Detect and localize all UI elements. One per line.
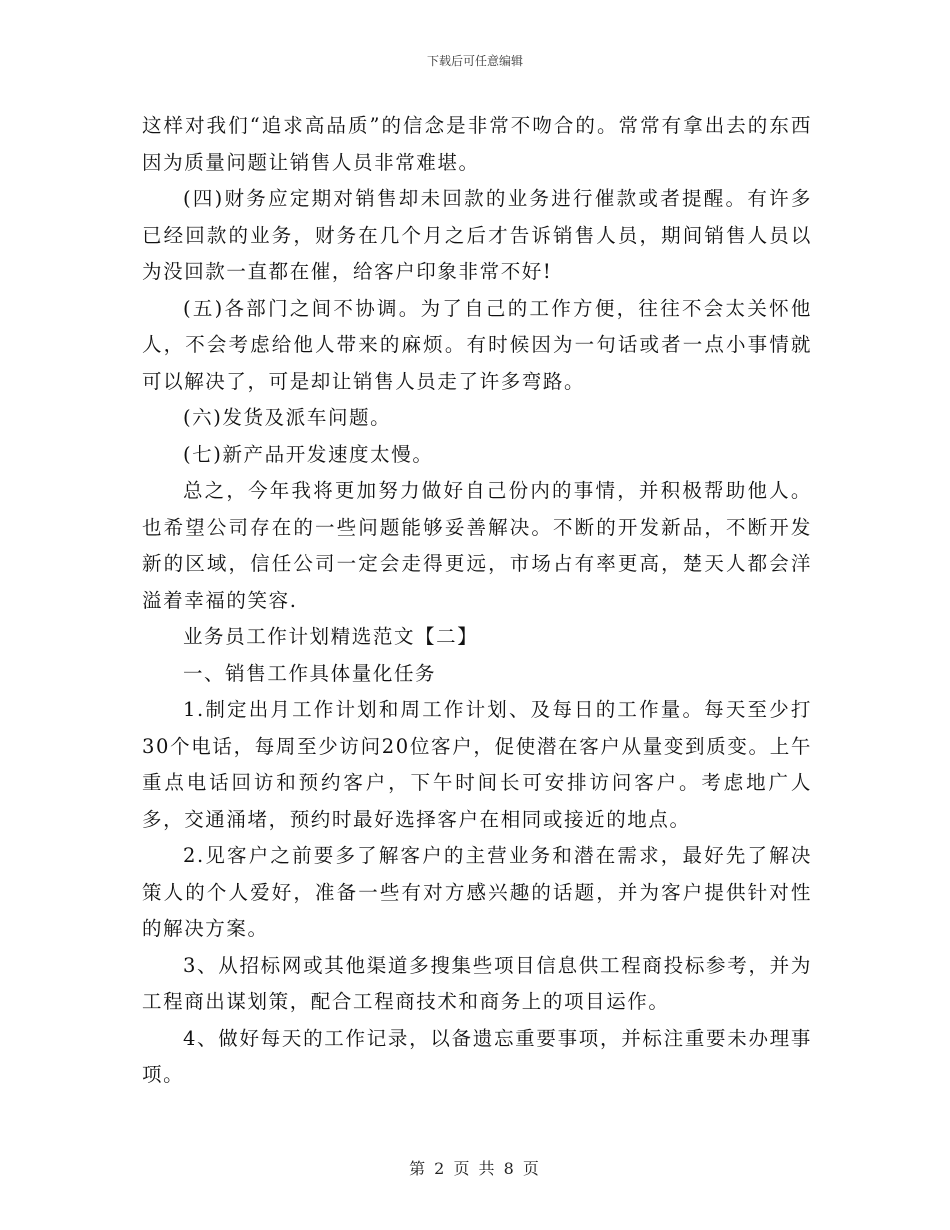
paragraph-4: (六)发货及派车问题。 <box>182 406 392 429</box>
page-number: 第 2 页 共 8 页 <box>409 1159 541 1178</box>
subsection-heading: 一、销售工作具体量化任务 <box>182 661 437 685</box>
paragraph-1: 这样对我们“追求高品质”的信念是非常不吻合的。常常有拿出去的东西因为质量问题让销售人员非常难堪。 <box>142 114 812 174</box>
paragraph-item-3: 3、从招标网或其他渠道多搜集些项目信息供工程商投标参考，并为工程商出谋划策，配合工程商技术和商务上的项目运作。 <box>142 953 812 1013</box>
paragraph-3: (五)各部门之间不协调。为了自己的工作方便，往往不会太关怀他人，不会考虑给他人带来的麻烦。有时候因为一句话或者一点小事情就可以解决了，可是却让销售人员走了许多弯路。 <box>142 296 812 393</box>
document-body <box>142 108 812 1094</box>
paragraph-item-2: 2.见客户之前要多了解客户的主营业务和潜在需求，最好先了解决策人的个人爱好，准备一些有对方感兴趣的话题，并为客户提供针对性的解决方案。 <box>142 844 812 940</box>
section-title: 业务员工作计划精选范文【二】 <box>182 625 479 648</box>
paragraph-2: (四)财务应定期对销售却未回款的业务进行催款或者提醒。有许多已经回款的业务，财务在几个月之后才告诉销售人员，期间销售人员以为没回款一直都在催，给客户印象非常不好! <box>142 187 812 283</box>
paragraph-5: (七)新产品开发速度太慢。 <box>182 442 434 466</box>
paragraph-item-1: 1.制定出月工作计划和周工作计划、及每日的工作量。每天至少打30个电话，每周至少访问20位客户，促使潜在客户从量变到质变。上午重点电话回访和预约客户，下午时间长可安排访问客户。考虑地广人多，交通涌堵，预约时最好选择客户在相同或接近的地点。 <box>142 698 812 831</box>
page-header-note: 下载后可任意编辑 <box>426 54 523 68</box>
paragraph-6: 总之，今年我将更加努力做好自己份内的事情，并积极帮助他人。也希望公司存在的一些问题能够妥善解决。不断的开发新品，不断开发新的区域，信任公司一定会走得更远，市场占有率更高，楚天人都会洋溢着幸福的笑容. <box>142 479 812 612</box>
paragraph-item-4: 4、做好每天的工作记录，以备遗忘重要事项，并标注重要未办理事项。 <box>142 1026 812 1086</box>
